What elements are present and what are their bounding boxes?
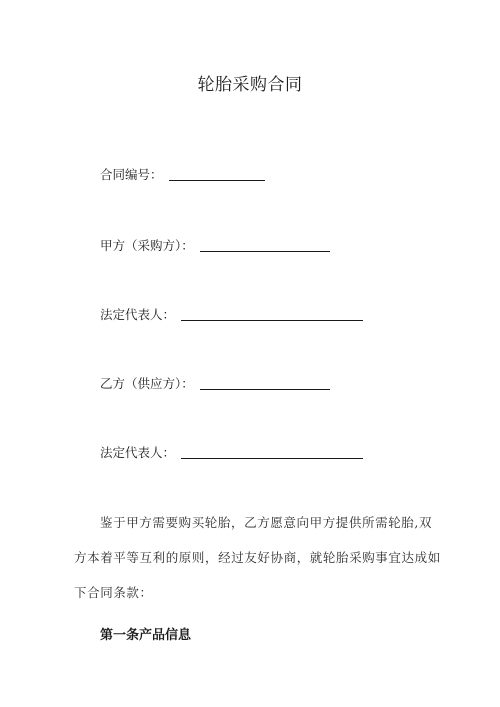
party-b-representative-label: 法定代表人： (100, 445, 176, 460)
intro-line: 鉴于甲方需要购买轮胎，乙方愿意向甲方提供所需轮胎,双 (100, 515, 433, 530)
contract-number-row (100, 165, 265, 183)
party-a-representative-label: 法定代表人： (100, 307, 176, 322)
party-b-representative-blank[interactable] (181, 446, 363, 459)
intro-paragraph (74, 513, 441, 603)
party-a-representative-blank[interactable] (181, 308, 363, 321)
party-a-blank[interactable] (200, 239, 330, 252)
party-b-blank[interactable] (200, 377, 330, 390)
section-heading: 第一条产品信息 (100, 628, 192, 643)
party-b-row (100, 374, 330, 392)
document-title: 轮胎采购合同 (197, 75, 303, 95)
contract-number-label: 合同编号： (100, 167, 163, 182)
party-a-label: 甲方（采购方）： (100, 238, 194, 253)
intro-line: 下合同条款： (74, 585, 153, 600)
party-a-representative-row (100, 305, 363, 323)
party-a-row (100, 236, 330, 254)
contract-number-blank[interactable] (169, 168, 265, 181)
party-b-label: 乙方（供应方）： (100, 376, 194, 391)
party-b-representative-row (100, 443, 363, 461)
intro-line: 方本着平等互利的原则，经过友好协商，就轮胎采购事宜达成如 (74, 550, 441, 565)
